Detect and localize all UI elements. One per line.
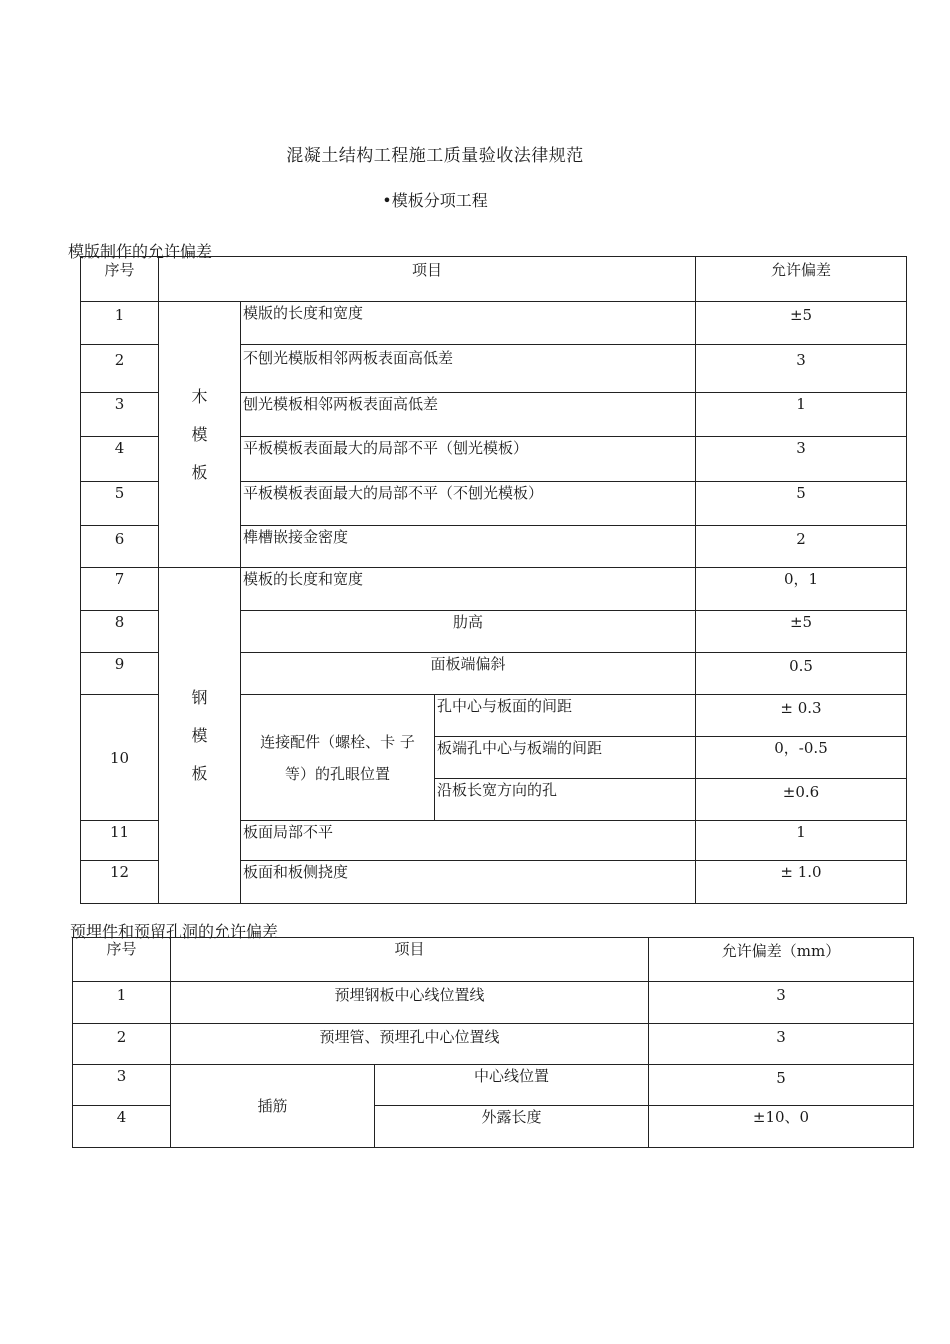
row-no: 11	[81, 821, 159, 861]
group-char: 模	[191, 725, 208, 745]
header-no: 序号	[73, 938, 171, 982]
row-no: 3	[73, 1065, 171, 1106]
row-item: 中心线位置	[375, 1065, 649, 1106]
row-item: 模版的长度和宽度	[241, 302, 696, 345]
row-item: 刨光模板相邻两板表面高低差	[241, 393, 696, 437]
header-tolerance: 允许偏差	[696, 257, 907, 302]
table-header-row	[73, 938, 914, 982]
table-row	[73, 982, 914, 1024]
row-no: 4	[73, 1106, 171, 1148]
row-no: 8	[81, 611, 159, 653]
row-item: 榫槽嵌接金密度	[241, 526, 696, 568]
connector-hole-item	[241, 695, 435, 821]
sub-item: 孔中心与板面的间距	[435, 695, 696, 737]
document-title: 混凝土结构工程施工质量验收法律规范	[286, 146, 584, 166]
row-no: 2	[73, 1024, 171, 1065]
row-tolerance: 3	[696, 437, 907, 482]
row-no: 7	[81, 568, 159, 611]
row-tolerance: 3	[649, 982, 914, 1024]
row-item: 不刨光模版相邻两板表面高低差	[241, 345, 696, 393]
row-no: 10	[81, 695, 159, 821]
row-tolerance: 2	[696, 526, 907, 568]
wood-formwork-group	[159, 302, 241, 568]
table-row	[73, 1065, 914, 1106]
group-char: 模	[191, 424, 208, 444]
row-no: 6	[81, 526, 159, 568]
row-no: 3	[81, 393, 159, 437]
group-char: 钢	[191, 687, 208, 707]
row-item: 预埋管、预埋孔中心位置线	[171, 1024, 649, 1065]
row-tolerance: ± 0.3	[696, 695, 907, 737]
row-tolerance: 3	[649, 1024, 914, 1065]
row-item: 板面和板侧挠度	[241, 861, 696, 904]
header-item: 项目	[159, 257, 696, 302]
row-item: 肋高	[241, 611, 696, 653]
row-tolerance: ±5	[696, 611, 907, 653]
row-tolerance: 0，-0.5	[696, 737, 907, 779]
row-no: 12	[81, 861, 159, 904]
formwork-tolerance-table	[80, 256, 907, 904]
group-char: 板	[191, 763, 208, 783]
embedded-parts-tolerance-table	[72, 937, 914, 1148]
table-row	[73, 1024, 914, 1065]
table1-caption: 模版制作的允许偏差	[68, 242, 213, 261]
row-no: 4	[81, 437, 159, 482]
item-line: 等）的孔眼位置	[284, 764, 390, 783]
group-char: 板	[191, 462, 208, 482]
header-tolerance: 允许偏差（mm）	[649, 938, 914, 982]
row-tolerance: 0.5	[696, 653, 907, 695]
table-header-row	[81, 257, 907, 302]
header-item: 项目	[171, 938, 649, 982]
group-char: 木	[191, 386, 208, 406]
row-item: 平板模板表面最大的局部不平（不刨光模板）	[241, 482, 696, 526]
row-tolerance: 5	[649, 1065, 914, 1106]
row-item: 模板的长度和宽度	[241, 568, 696, 611]
sub-item: 沿板长宽方向的孔	[435, 779, 696, 821]
row-item: 外露长度	[375, 1106, 649, 1148]
row-tolerance: ± 1.0	[696, 861, 907, 904]
table2-caption: 预埋件和预留孔洞的允许偏差	[70, 922, 279, 941]
row-item: 预埋钢板中心线位置线	[171, 982, 649, 1024]
row-tolerance: 1	[696, 393, 907, 437]
row-no: 1	[73, 982, 171, 1024]
row-no: 2	[81, 345, 159, 393]
row-no: 1	[81, 302, 159, 345]
sub-item: 板端孔中心与板端的间距	[435, 737, 696, 779]
table-row	[81, 302, 907, 345]
row-tolerance: 0，1	[696, 568, 907, 611]
row-tolerance: 5	[696, 482, 907, 526]
header-no: 序号	[81, 257, 159, 302]
item-line: 连接配件（螺栓、卡 子	[260, 732, 415, 751]
row-item: 面板端偏斜	[241, 653, 696, 695]
row-tolerance: 3	[696, 345, 907, 393]
row-no: 9	[81, 653, 159, 695]
steel-formwork-group	[159, 568, 241, 904]
row-tolerance: ±5	[696, 302, 907, 345]
table-row	[81, 568, 907, 611]
row-item: 平板模板表面最大的局部不平（刨光模板）	[241, 437, 696, 482]
row-tolerance: ±0.6	[696, 779, 907, 821]
row-item: 板面局部不平	[241, 821, 696, 861]
section-subtitle: •模板分项工程	[382, 191, 488, 210]
row-no: 5	[81, 482, 159, 526]
dowel-group: 插筋	[171, 1065, 375, 1148]
row-tolerance: ±10、0	[649, 1106, 914, 1148]
row-tolerance: 1	[696, 821, 907, 861]
